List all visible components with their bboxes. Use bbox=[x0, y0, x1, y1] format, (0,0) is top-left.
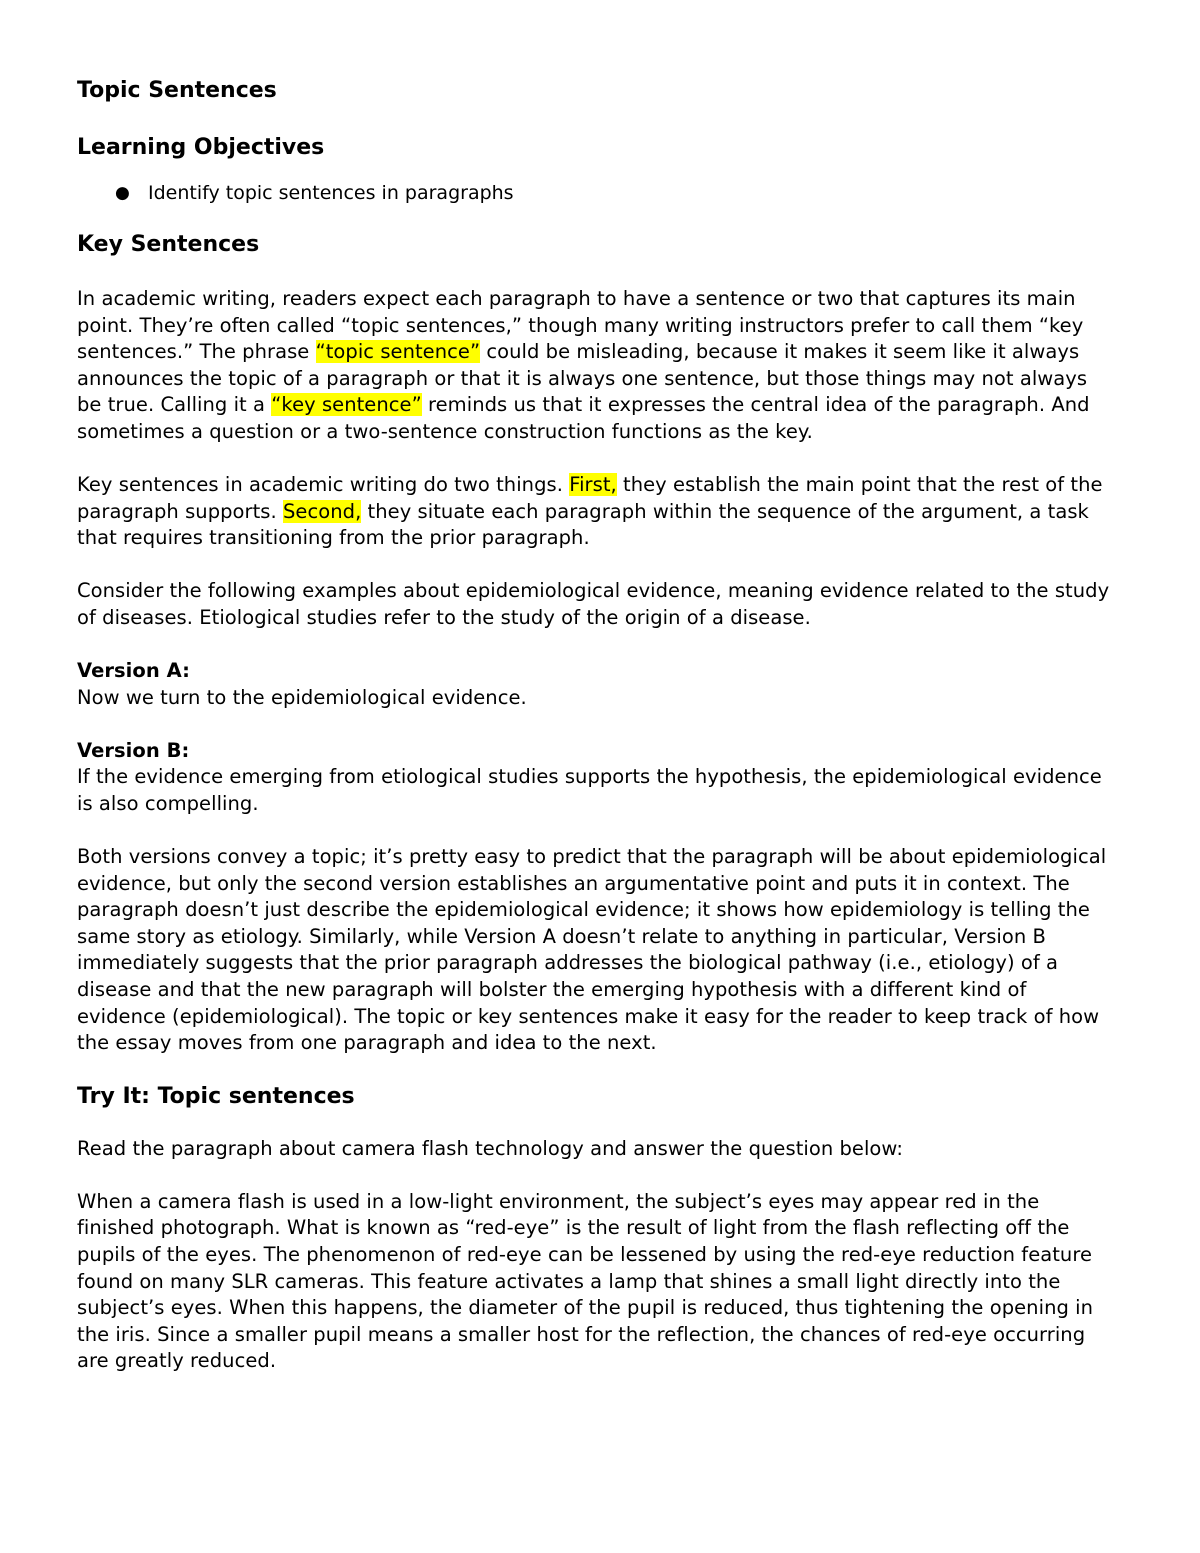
text-run: reminds us that it expresses the central idea of the paragraph. And sometimes a question or a two-sentence construction functions as the key. bbox=[77, 393, 1090, 443]
highlight-key-sentence: “key sentence” bbox=[271, 393, 422, 417]
try-it-paragraph: When a camera flash is used in a low-light environment, the subject’s eyes may appear red in the finished photograph. What is known as “red-eye” is the result of light from the flash reflecting off the pupils of the eyes. The phenomenon of red-eye can be lessened by using the red-eye reduction feature found on many SLR cameras. This feature activates a lamp that shines a small light directly into the subject’s eyes. When this happens, the diameter of the pupil is reduced, thus tightening the opening in the iris. Since a smaller pupil means a smaller host for the reflection, the chances of red-eye occurring are greatly reduced. bbox=[77, 1189, 1094, 1373]
text-run: In academic writing, readers expect each paragraph to have a sentence or two that captures its main point. They’re often called “topic sentences,” though many writing instructors prefer to call them “key sentences.” The phrase bbox=[77, 287, 1084, 364]
highlight-topic-sentence: “topic sentence” bbox=[315, 340, 481, 364]
version-a-text: Now we turn to the epidemiological evidence. bbox=[77, 685, 527, 709]
learning-objectives-list bbox=[77, 179, 1117, 207]
key-sentences-heading: Key Sentences bbox=[77, 232, 260, 257]
version-a-block bbox=[77, 658, 1117, 711]
document-page bbox=[77, 76, 1117, 1375]
version-b-label: Version B: bbox=[77, 738, 190, 762]
learning-objectives-heading: Learning Objectives bbox=[77, 135, 325, 160]
key-sentences-paragraph-4: Both versions convey a topic; it’s pretty easy to predict that the paragraph will be about epidemiological evidence, but only the second version establishes an argumentative point and puts it in context. The paragraph doesn’t just describe the epidemiological evidence; it shows how epidemiology is telling the same story as etiology. Similarly, while Version A doesn’t relate to anything in particular, Version B immediately suggests that the prior paragraph addresses the biological pathway (i.e., etiology) of a disease and that the new paragraph will bolster the emerging hypothesis with a different kind of evidence (epidemiological). The topic or key sentences make it easy for the reader to keep track of how the essay moves from one paragraph and idea to the next. bbox=[77, 845, 1107, 1055]
version-a-label: Version A: bbox=[77, 659, 190, 683]
key-sentences-paragraph-3: Consider the following examples about epidemiological evidence, meaning evidence related to the study of diseases. Etiological studies refer to the study of the origin of a disease. bbox=[77, 579, 1110, 629]
page-title: Topic Sentences bbox=[77, 78, 277, 103]
version-b-text: If the evidence emerging from etiological studies supports the hypothesis, the epidemiological evidence is also compelling. bbox=[77, 765, 1102, 815]
text-run: they establish the main point that the rest of the paragraph supports. bbox=[77, 473, 1103, 523]
highlight-second: Second, bbox=[283, 499, 362, 523]
bullet-icon: ● bbox=[115, 183, 130, 203]
list-item-text: Identify topic sentences in paragraphs bbox=[148, 182, 514, 204]
text-run: they situate each paragraph within the sequence of the argument, a task that requires transitioning from the prior paragraph. bbox=[77, 499, 1089, 550]
key-sentences-paragraph-1 bbox=[77, 286, 1117, 446]
list-item bbox=[77, 179, 1117, 207]
try-it-intro: Read the paragraph about camera flash technology and answer the question below: bbox=[77, 1136, 903, 1160]
text-run: could be misleading, because it makes it seem like it always announces the topic of a paragraph or that it is always one sentence, but those things may not always be true. Calling it a bbox=[77, 340, 1088, 417]
text-run: Key sentences in academic writing do two things. bbox=[77, 473, 570, 497]
version-b-block bbox=[77, 738, 1117, 818]
highlight-first: First, bbox=[569, 473, 617, 497]
try-it-heading: Try It: Topic sentences bbox=[77, 1083, 355, 1109]
key-sentences-paragraph-2 bbox=[77, 472, 1117, 552]
